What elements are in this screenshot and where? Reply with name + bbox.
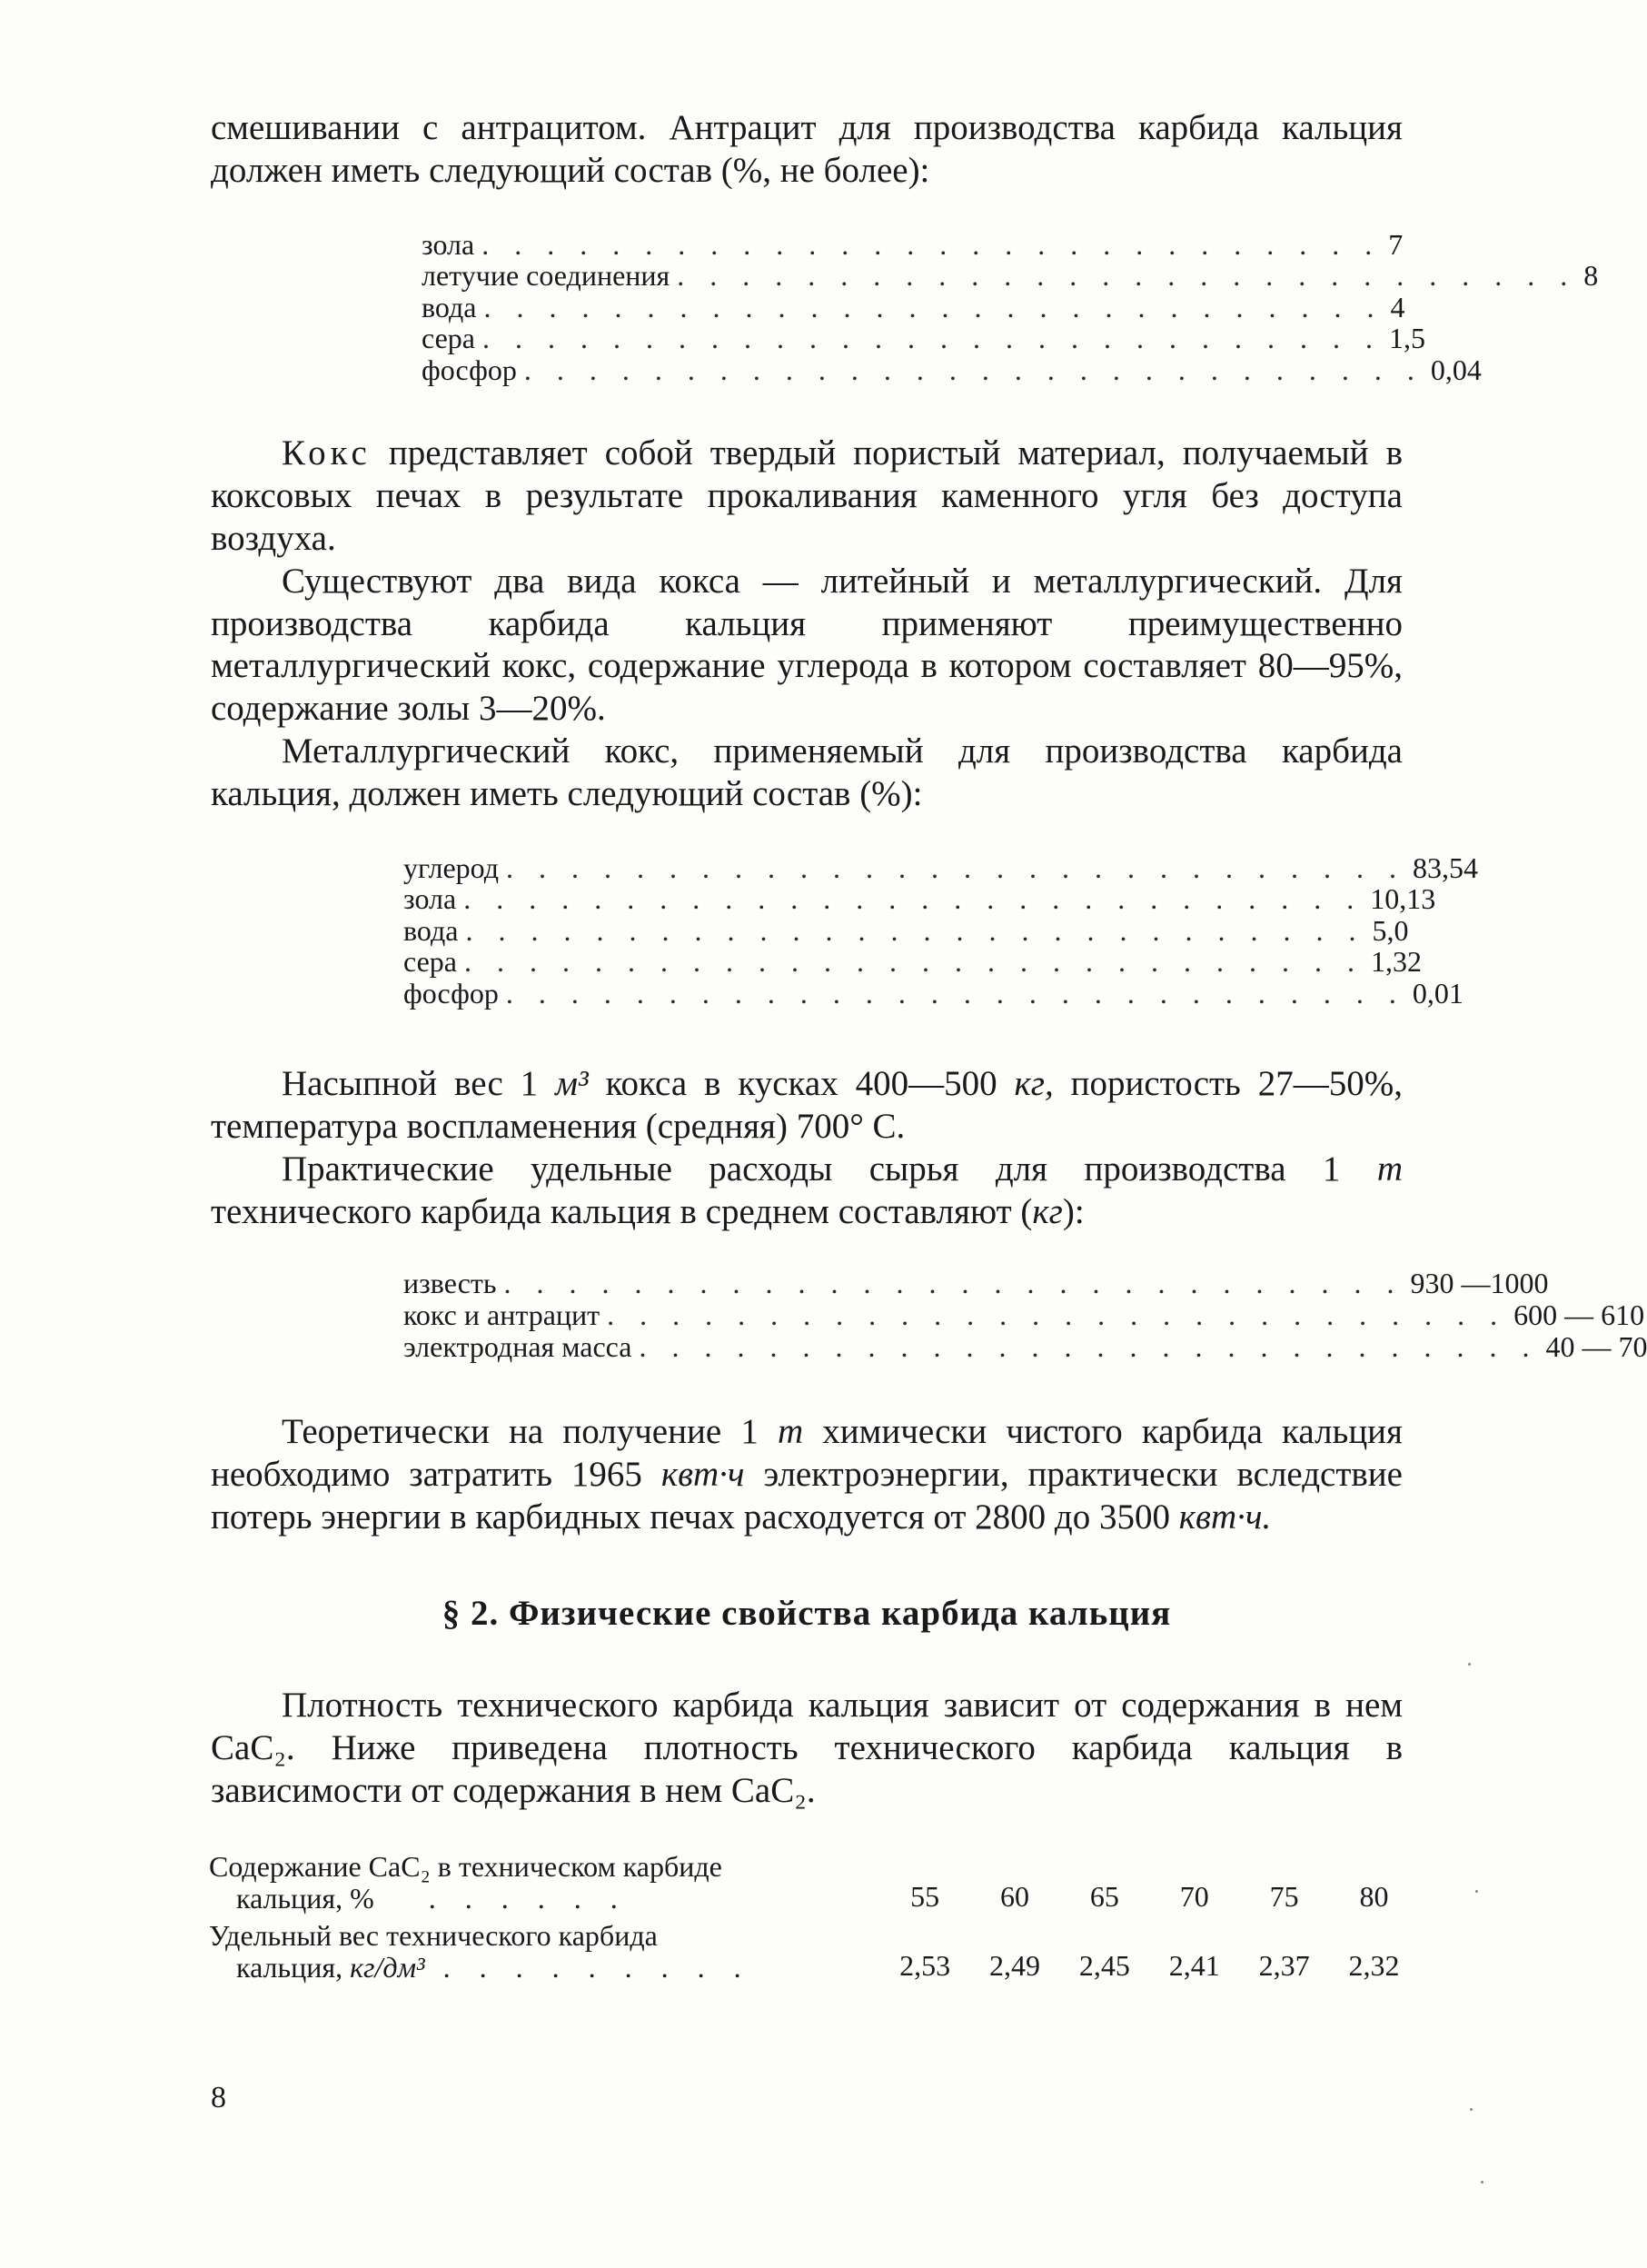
page-content	[209, 107, 1647, 1989]
leader-dots: . . . . . . . . . . . . . . . . . . . . . . . . . . . .	[465, 913, 1365, 947]
scan-speck	[1475, 1890, 1478, 1893]
table-cell: 2,49	[988, 1949, 1040, 1983]
list-item	[422, 290, 1405, 323]
table-cell: 70	[1179, 1879, 1209, 1913]
leader-dots: . . . . . . . . . . . . . . . . . . . . . . . . . . . .	[506, 850, 1406, 884]
coke-paragraph	[211, 433, 1403, 560]
table-row	[209, 1920, 1419, 1989]
leader-dots: . . . . . . . . . . . . . . . . . . . . . . . . . . . .	[483, 290, 1384, 323]
anthracite-composition-list	[422, 227, 1599, 386]
leader-dots: . . . . . . . . . . . . . . . . . . . . . . . . . . . .	[639, 1329, 1539, 1363]
item-name: зола	[422, 227, 475, 261]
scan-speck	[1470, 2108, 1473, 2111]
item-value: 10,13	[1370, 882, 1436, 916]
text-run: Практические удельные расходы сырья для производства 1	[282, 1149, 1377, 1189]
section-heading: § 2. Физические свойства карбида кальция	[442, 1594, 1172, 1634]
metallurgical-coke-paragraph: Металлургический кокс, применяемый для производства карбида кальция, должен иметь следующий состав (%):	[211, 731, 1403, 813]
scan-speck	[1468, 1663, 1471, 1666]
text-run: Теоретически на получение 1	[282, 1412, 778, 1452]
item-value: 1,32	[1371, 945, 1422, 979]
list-item	[403, 1267, 1549, 1300]
item-name: известь	[403, 1267, 497, 1300]
label-text: кальция,	[236, 1951, 351, 1984]
item-name: летучие соединения	[422, 259, 670, 293]
leader-dots: . . . . . . . . . . . . . . . . . . . . . . . . . . . .	[463, 882, 1364, 916]
usage-paragraph	[211, 1149, 1403, 1234]
unit-text: т	[1376, 1149, 1403, 1189]
item-value: 5,0	[1372, 913, 1409, 947]
leader-dots: . . . . . . . . . . . . . . . . . . . . . . . . . . . .	[677, 259, 1577, 293]
label-line	[209, 1883, 880, 1915]
unit-text: квт·ч	[660, 1454, 745, 1494]
leader-dots: . . . . . .	[373, 1881, 629, 1915]
list-item	[403, 1329, 1647, 1363]
theory-energy-paragraph	[211, 1411, 1403, 1538]
unit-text: кг,	[1014, 1064, 1054, 1104]
text-run: химически чистого карбида кальция необходимо затратить 1965	[211, 1412, 1403, 1494]
unit-text: квт·ч.	[1178, 1497, 1272, 1537]
list-item	[403, 1298, 1645, 1331]
item-name: сера	[422, 322, 475, 355]
leader-dots: . . . . . . . . . . . . . . . . . . . . . . . . . . . .	[523, 353, 1424, 386]
item-name: вода	[403, 913, 459, 947]
label-text: кальция, %	[236, 1881, 374, 1915]
item-name: углерод	[403, 850, 500, 884]
row-label	[209, 1920, 880, 1989]
table-cell: 65	[1089, 1879, 1119, 1913]
table-cell: 2,37	[1258, 1949, 1310, 1983]
leader-dots: . . . . . . . . . . . . . . . . . . . . . . . . . . . .	[464, 945, 1364, 979]
row-label	[209, 1851, 880, 1920]
leader-dots: . . . . . . . . . . . . . . . . . . . . . . . . . . . .	[503, 1267, 1404, 1300]
list-item	[403, 945, 1422, 979]
leader-dots: . . . . . . . . . . . . . . . . . . . . . . . . . . . .	[482, 322, 1382, 355]
coke-types-paragraph: Существуют два вида кокса — литейный и металлургический. Для производства карбида кальция применяют преимущественно металлургический кокс, содержание углерода в котором составляет 80—95%, содержание золы 3—20%.	[211, 561, 1403, 729]
intro-paragraph: смешивании с антрацитом. Антрацит для производства карбида кальция должен иметь следующий состав (%, не более):	[211, 108, 1403, 190]
item-value: 40 — 70	[1545, 1329, 1647, 1363]
scan-speck	[1481, 2181, 1483, 2183]
item-value: 4	[1390, 290, 1405, 323]
item-name: фосфор	[422, 353, 517, 386]
item-name: кокс и антрацит	[403, 1298, 600, 1331]
list-item	[403, 850, 1479, 884]
leader-dots: . . . . . . . . . . . . . . . . . . . . . . . . . . . .	[505, 976, 1405, 1010]
list-item	[422, 353, 1482, 386]
unit-text: кг	[1032, 1191, 1063, 1231]
table-cell: 60	[999, 1879, 1029, 1913]
item-value: 0,04	[1430, 353, 1482, 386]
raw-material-usage-list	[403, 1267, 1647, 1363]
label-line: Содержание CaC₂ в техническом карбиде	[209, 1849, 722, 1883]
item-name: сера	[403, 945, 457, 979]
item-value: 0,01	[1412, 976, 1463, 1010]
text-run: технического карбида кальция в среднем составляют (	[211, 1191, 1033, 1231]
list-item	[422, 227, 1404, 261]
unit-text: м³	[555, 1064, 589, 1104]
leader-dots: . . . . . . . . . . . . . . . . . . . . . . . . . . . .	[481, 227, 1382, 261]
table-cell: 2,53	[899, 1949, 951, 1983]
item-name: зола	[403, 882, 457, 916]
text-run: пористость 27—50%, температура воспламенения (средняя) 700° С.	[211, 1064, 1403, 1147]
item-value: 600 — 610	[1513, 1298, 1645, 1331]
list-item	[422, 259, 1599, 293]
list-item	[403, 882, 1436, 916]
text-run: ):	[1062, 1191, 1085, 1231]
item-name: вода	[422, 290, 477, 323]
item-name: электродная масса	[403, 1329, 632, 1363]
label-line: Удельный вес технического карбида	[209, 1919, 658, 1953]
table-cell: 80	[1359, 1879, 1389, 1913]
unit-text: т	[777, 1412, 804, 1452]
list-item	[422, 322, 1425, 355]
item-value: 8	[1583, 259, 1599, 293]
list-item	[403, 976, 1463, 1010]
item-value: 83,54	[1413, 850, 1479, 884]
list-item	[403, 913, 1409, 947]
density-table	[209, 1851, 1419, 1990]
table-cell: 2,32	[1348, 1949, 1400, 1983]
leader-dots: . . . . . . . . .	[424, 1951, 752, 1984]
item-value: 930 —1000	[1410, 1267, 1549, 1300]
table-row	[209, 1851, 1419, 1920]
bulk-weight-paragraph	[211, 1063, 1403, 1149]
item-name: фосфор	[403, 976, 499, 1010]
table-cell: 2,45	[1078, 1949, 1130, 1983]
coke-definition: представляет собой твердый пористый материал, получаемый в коксовых печах в результате прокаливания каменного угля без доступа воздуха.	[211, 433, 1403, 558]
unit-text: кг/дм³	[350, 1951, 425, 1984]
table-cell: 75	[1269, 1879, 1299, 1913]
page-number: 8	[211, 2081, 226, 2114]
table-cell: 55	[910, 1879, 940, 1913]
text-run: электроэнергии, практически вследствие потерь энергии в карбидных печах расходуется от 2800 до 3500	[211, 1454, 1403, 1537]
item-value: 1,5	[1389, 322, 1425, 355]
item-value: 7	[1388, 227, 1404, 261]
coke-term: Кокс	[282, 433, 372, 473]
table-cell: 2,41	[1168, 1949, 1220, 1983]
coke-composition-list	[403, 850, 1479, 1010]
leader-dots: . . . . . . . . . . . . . . . . . . . . . . . . . . . .	[607, 1298, 1507, 1331]
label-line	[209, 1952, 880, 1984]
text-run: Насыпной вес 1	[282, 1064, 556, 1104]
density-paragraph: Плотность технического карбида кальция зависит от содержания в нем CaC₂. Ниже приведена плотность технического карбида кальция в зависимости от содержания в нем CaC₂.	[211, 1686, 1403, 1810]
text-run: кокса в кусках 400—500	[588, 1064, 1015, 1104]
